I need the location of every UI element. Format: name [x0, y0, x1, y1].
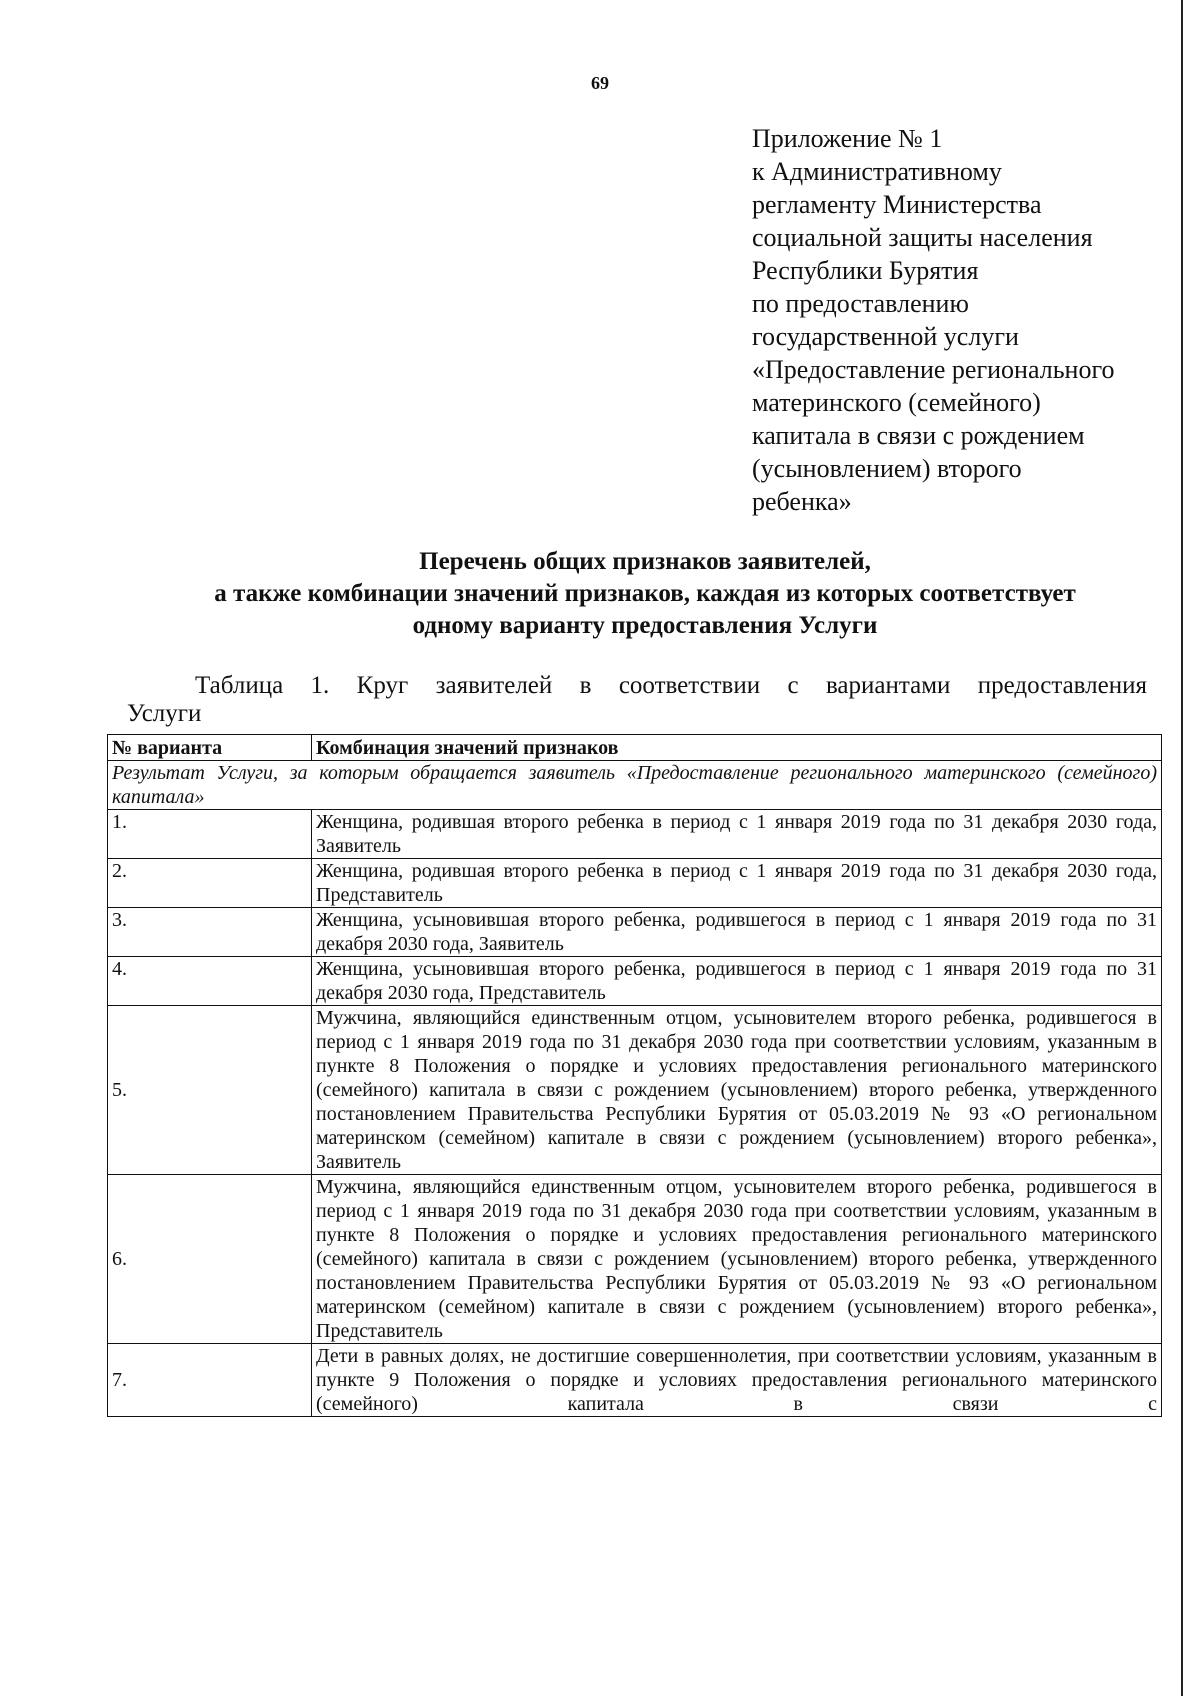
page-edge-rule	[1181, 0, 1183, 1696]
variant-number: 5.	[108, 1006, 312, 1175]
column-header-variant: № варианта	[108, 735, 312, 761]
variant-description: Мужчина, являющийся единственным отцом, усыновителем второго ребенка, родившегося в период с 1 января 2019 года по 31 декабря 2030 года при соответствии условиям, указанным в пункте 8 Положения о порядке и условиях предоставления регионального материнского (семейного) капитала в связи с рождением (усыновлением) второго ребенка, утвержденного постановлением Правительства Республики Бурятия от 05.03.2019 № 93 «О региональном материнском (семейном) капитале в связи с рождением (усыновлением) второго ребенка», Заявитель	[312, 1006, 1162, 1175]
appendix-line: ребенка»	[752, 487, 852, 516]
table-result-row	[108, 761, 1162, 810]
table-header-row	[108, 735, 1162, 761]
variant-description: Женщина, родившая второго ребенка в период с 1 января 2019 года по 31 декабря 2030 года, Представитель	[312, 859, 1162, 908]
document-title-line: одному варианту предоставления Услуги	[412, 612, 878, 639]
appendix-heading	[752, 122, 1172, 518]
variant-number: 7.	[108, 1344, 312, 1417]
table-caption-line: Таблица 1. Круг заявителей в соответствии с вариантами предоставления	[195, 672, 1147, 699]
variant-number: 1.	[108, 810, 312, 859]
document-title-line: Перечень общих признаков заявителей,	[419, 548, 871, 575]
variant-description: Дети в равных долях, не достигшие совершеннолетия, при соответствии условиям, указанным в пункте 9 Положения о порядке и условиях предоставления регионального материнского (семейного) капитала в связи с	[312, 1344, 1162, 1417]
table-row	[108, 859, 1162, 908]
table-row	[108, 1175, 1162, 1344]
table-row	[108, 1006, 1162, 1175]
variant-description: Женщина, родившая второго ребенка в период с 1 января 2019 года по 31 декабря 2030 года, Заявитель	[312, 810, 1162, 859]
applicants-table	[107, 734, 1162, 1417]
table-row	[108, 957, 1162, 1006]
table-caption	[127, 672, 1147, 728]
appendix-line: «Предоставление регионального	[752, 355, 1115, 384]
appendix-line: регламенту Министерства	[752, 190, 1042, 219]
appendix-line: (усыновлением) второго	[752, 454, 1022, 483]
service-result-text: Результат Услуги, за которым обращается заявитель «Предоставление регионального материнского (семейного) капитала»	[108, 761, 1162, 810]
variant-number: 2.	[108, 859, 312, 908]
document-title	[110, 546, 1180, 642]
appendix-line: материнского (семейного)	[752, 388, 1041, 417]
variant-number: 3.	[108, 908, 312, 957]
document-title-line: а также комбинации значений признаков, каждая из которых соответствует	[214, 580, 1076, 607]
appendix-line: социальной защиты населения	[752, 223, 1093, 252]
appendix-line: к Административному	[752, 157, 1002, 186]
variant-description: Мужчина, являющийся единственным отцом, усыновителем второго ребенка, родившегося в период с 1 января 2019 года по 31 декабря 2030 года при соответствии условиям, указанным в пункте 8 Положения о порядке и условиях предоставления регионального материнского (семейного) капитала в связи с рождением (усыновлением) второго ребенка, утвержденного постановлением Правительства Республики Бурятия от 05.03.2019 № 93 «О региональном материнском (семейном) капитале в связи с рождением (усыновлением) второго ребенка», Представитель	[312, 1175, 1162, 1344]
appendix-line: по предоставлению	[752, 289, 969, 318]
page-number: 69	[591, 73, 609, 93]
table-row	[108, 810, 1162, 859]
table-row	[108, 1344, 1162, 1417]
appendix-line: Республики Бурятия	[752, 256, 979, 285]
variant-description: Женщина, усыновившая второго ребенка, родившегося в период с 1 января 2019 года по 31 декабря 2030 года, Заявитель	[312, 908, 1162, 957]
variant-number: 4.	[108, 957, 312, 1006]
appendix-line: капитала в связи с рождением	[752, 421, 1085, 450]
table-row	[108, 908, 1162, 957]
appendix-line: государственной услуги	[752, 322, 1019, 351]
variant-number: 6.	[108, 1175, 312, 1344]
appendix-line: Приложение № 1	[752, 124, 943, 153]
column-header-combination: Комбинация значений признаков	[312, 735, 1162, 761]
table-caption-line: Услуги	[127, 700, 202, 727]
variant-description: Женщина, усыновившая второго ребенка, родившегося в период с 1 января 2019 года по 31 декабря 2030 года, Представитель	[312, 957, 1162, 1006]
